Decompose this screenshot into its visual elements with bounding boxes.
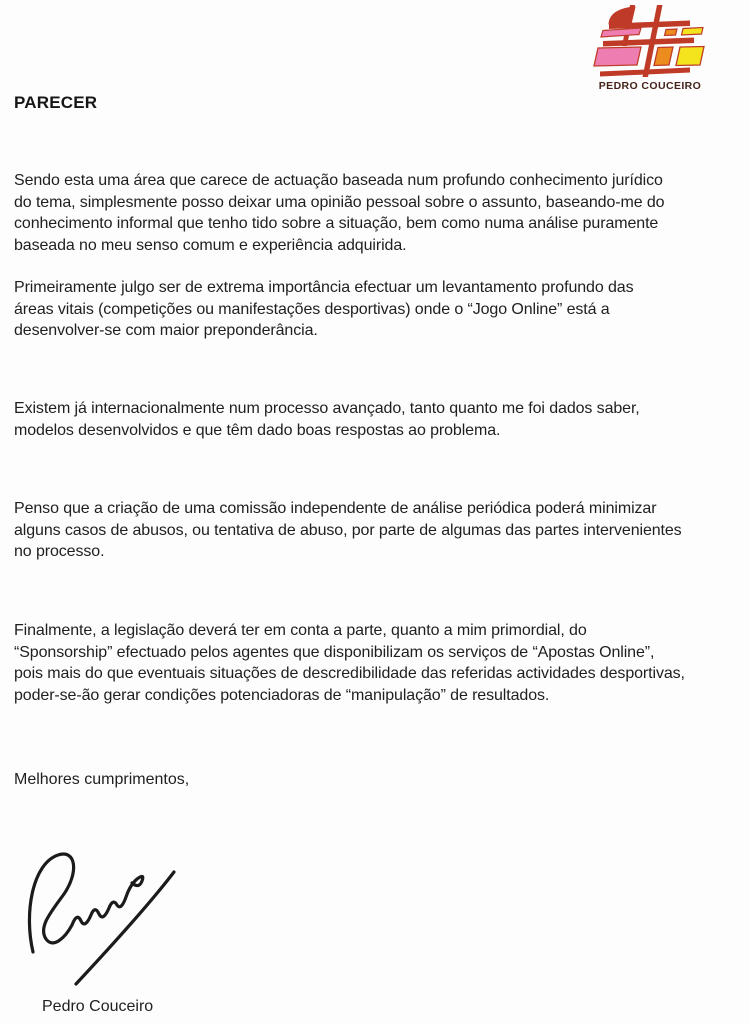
text-line: baseada no meu senso comum e experiência adquirida. bbox=[14, 236, 407, 254]
text-line: Penso que a criação de uma comissão independente de análise periódica poderá minimizar bbox=[14, 500, 657, 517]
signature-name: Pedro Couceiro bbox=[42, 998, 154, 1015]
text-line: poder-se-ão gerar condições potenciadoras de “manipulação” de resultados. bbox=[14, 686, 550, 704]
text-line: desenvolver-se com maior preponderância. bbox=[14, 322, 318, 340]
logo-pink-bar bbox=[601, 28, 641, 37]
company-logo bbox=[588, 4, 712, 92]
text-line: áreas vitais (competições ou manifestações desportivas) onde o “Jogo Online” está a bbox=[14, 300, 610, 318]
logo-middle-bar bbox=[603, 38, 694, 47]
logo-pink-parallelogram bbox=[594, 47, 641, 66]
logo-yellow-parallelogram bbox=[676, 47, 704, 66]
paragraph-2 bbox=[14, 277, 633, 342]
document-title: PARECER bbox=[14, 93, 98, 112]
text-line: Primeiramente julgo ser de extrema importância efectuar um levantamento profundo das bbox=[14, 279, 634, 296]
logo-orange-parallelogram bbox=[654, 47, 673, 66]
company-logo-name: PEDRO COUCEIRO bbox=[598, 80, 702, 92]
paragraph-5 bbox=[14, 620, 685, 706]
text-line: no processo. bbox=[14, 543, 105, 561]
text-line: Sendo esta uma área que carece de actuação baseada num profundo conhecimento jurídico bbox=[14, 172, 663, 189]
company-logo-mark bbox=[588, 4, 712, 78]
text-line: do tema, simplesmente posso deixar uma opinião pessoal sobre o assunto, baseando-me do bbox=[14, 193, 665, 211]
signature-stroke bbox=[29, 854, 174, 984]
text-line: conhecimento informal que tenho tido sobre a situação, bem como numa análise puramente bbox=[14, 215, 659, 233]
text-line: alguns casos de abusos, ou tentativa de abuso, por parte de algumas das partes intervenientes bbox=[14, 521, 682, 539]
text-line: Existem já internacionalmente num processo avançado, tanto quanto me foi dados saber, bbox=[14, 400, 640, 417]
paragraph-4 bbox=[14, 498, 682, 563]
paragraph-3 bbox=[14, 398, 640, 441]
text-line: pois mais do que eventuais situações de descredibilidade das referidas actividades desportivas, bbox=[14, 665, 685, 683]
logo-orange-bar bbox=[665, 29, 678, 36]
text-line: modelos desenvolvidos e que têm dado boas respostas ao problema. bbox=[14, 421, 501, 439]
text-line: Finalmente, a legislação deverá ter em conta a parte, quanto a mim primordial, do bbox=[14, 622, 587, 639]
logo-yellow-bar bbox=[682, 28, 704, 36]
text-line: “Sponsorship” efectuado pelos agentes que disponibilizam os serviços de “Apostas Online”, bbox=[14, 643, 655, 661]
paragraph-1 bbox=[14, 170, 664, 256]
closing-salutation: Melhores cumprimentos, bbox=[14, 771, 190, 788]
signature-image bbox=[16, 842, 188, 994]
